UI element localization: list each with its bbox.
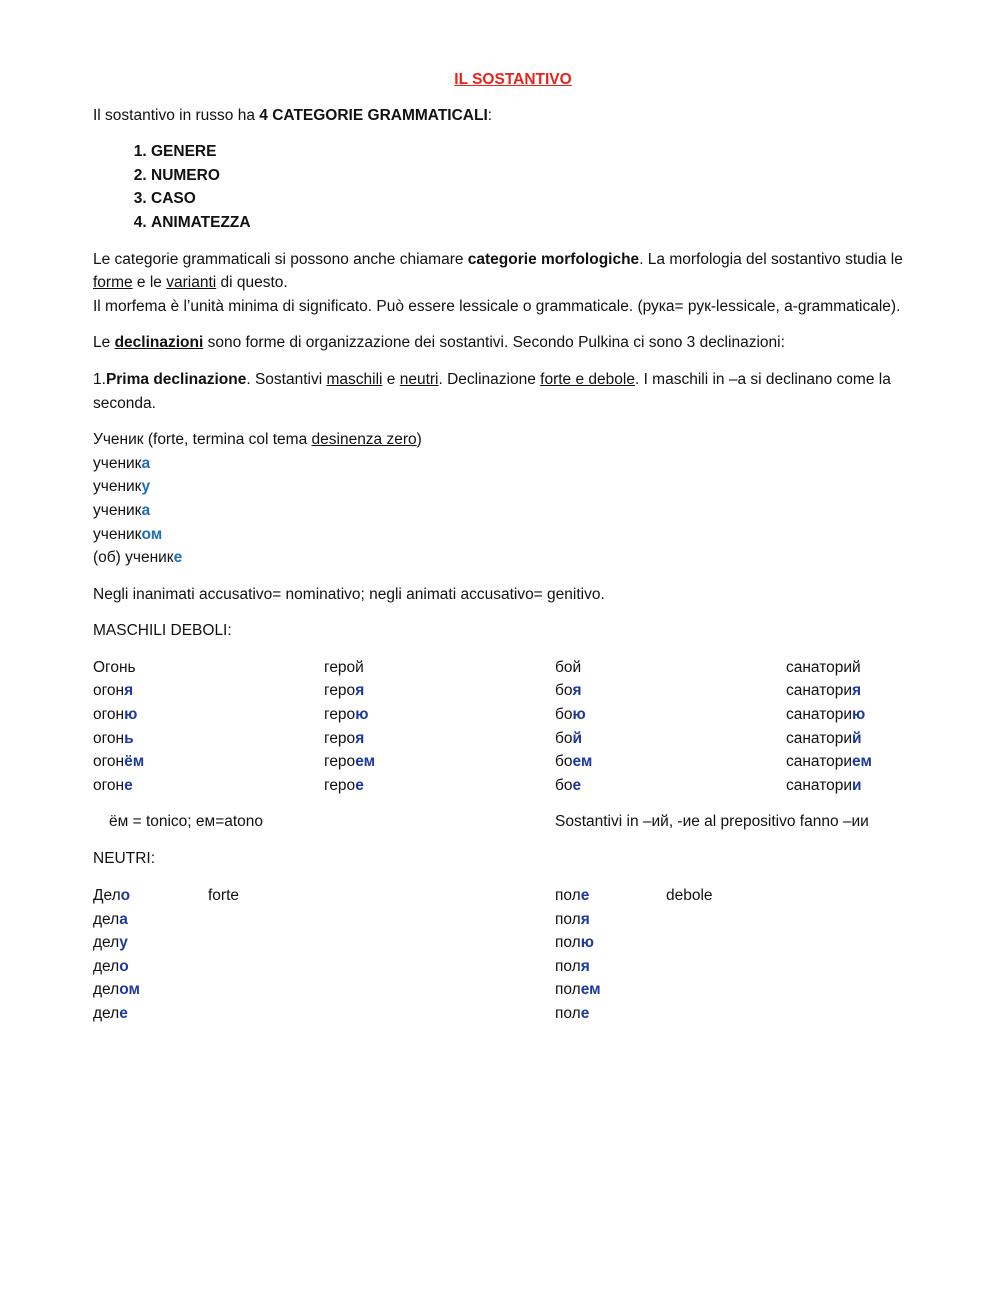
stem: огон: [93, 682, 125, 700]
ending: и: [852, 776, 862, 794]
stem: бо: [555, 706, 573, 724]
prepositional-note: Sostantivi in –ий, -ие al prepositivo fanno –ии: [555, 813, 869, 831]
intro-suffix: :: [487, 106, 493, 124]
list-item: [786, 750, 933, 774]
categories-list: [93, 140, 933, 234]
neutri-debole-column: [555, 884, 601, 1026]
ending: й: [852, 729, 862, 747]
column-head: санаторий: [786, 658, 861, 676]
list-item: [93, 679, 324, 703]
declension-column: [555, 656, 786, 798]
morpheme-text: Il morfema è l’unità minima di significato. Può essere lessicale o grammaticale. (рука= рук-lessicale, а-grammaticale).: [93, 297, 901, 315]
ending: ю: [572, 706, 586, 724]
text-run: . Sostantivi: [246, 370, 327, 388]
ending: о: [120, 887, 131, 905]
underlined-run: maschili: [326, 370, 383, 388]
stress-note: ём = tonico; ем=atono: [109, 813, 264, 831]
stem: геро: [324, 776, 356, 794]
list-item: [786, 774, 933, 798]
stem: санатори: [786, 682, 853, 700]
text-run: . La morfologia del sostantivo studia le: [639, 250, 903, 268]
text-run: . Declinazione: [438, 370, 541, 388]
list-item: [324, 750, 555, 774]
first-declension-paragraph: [93, 368, 933, 415]
ending: ю: [852, 706, 866, 724]
underlined-run: forte e debole: [540, 370, 635, 388]
neutri-debole-label-column: [666, 884, 713, 908]
ending: ом: [119, 981, 140, 999]
ending: а: [141, 454, 151, 472]
ending: ем: [580, 981, 601, 999]
list-item: [555, 931, 601, 955]
list-item: [555, 774, 786, 798]
stem: пол: [555, 910, 581, 928]
list-item: 3. CASO: [151, 187, 933, 211]
list-item: [93, 452, 933, 476]
ending: ем: [852, 753, 872, 771]
intro-text: Il sostantivo in russo ha: [93, 106, 260, 124]
column-head: Огонь: [93, 658, 136, 676]
ending: е: [580, 1005, 590, 1022]
stem: санатори: [786, 729, 853, 747]
intro-bold: 4 CATEGORIE GRAMMATICALI: [259, 106, 488, 124]
ending: я: [355, 729, 365, 747]
text-run: Le: [93, 334, 115, 352]
list-item: [93, 475, 933, 499]
neutri-forte-label-column: [208, 884, 239, 908]
list-item: [324, 774, 555, 798]
ending: я: [580, 957, 590, 975]
stem: (об) ученик: [93, 549, 174, 567]
list-item: [93, 750, 324, 774]
underlined-run: forme: [93, 274, 133, 292]
stem: огон: [93, 753, 125, 771]
list-item: [555, 679, 786, 703]
text-run: 1.: [93, 370, 106, 388]
list-item: 2. NUMERO: [151, 164, 933, 188]
ending: о: [119, 957, 129, 975]
list-item: [555, 884, 601, 908]
list-item: [93, 774, 324, 798]
list-item: [93, 546, 933, 570]
ending: я: [580, 910, 590, 928]
text-run: sono forme di organizzazione dei sostantivi. Secondo Pulkina ci sono 3 declinazioni:: [203, 334, 785, 352]
maschili-deboli-label: MASCHILI DEBOLI:: [93, 622, 232, 640]
list-item: 4. ANIMATEZZA: [151, 211, 933, 235]
stem: санатори: [786, 706, 853, 724]
uchenik-block: [93, 428, 933, 570]
ending: е: [355, 776, 364, 794]
stem: санатори: [786, 776, 853, 794]
stem: санатори: [786, 753, 853, 771]
morphology-paragraph: [93, 248, 933, 319]
list-item: [93, 1002, 140, 1026]
bold-run: Prima declinazione: [105, 370, 247, 388]
notes-row: [93, 810, 933, 834]
ending: е: [580, 887, 590, 905]
list-item: [786, 679, 933, 703]
underlined-run: neutri: [399, 370, 439, 388]
uchenik-head: [93, 428, 933, 452]
declension-column: [93, 656, 324, 798]
neutri-debole-label: debole: [666, 887, 713, 905]
stem: огон: [93, 706, 125, 724]
list-item: [786, 727, 933, 751]
stem: геро: [324, 706, 356, 724]
stem: Дел: [93, 887, 121, 905]
stem: геро: [324, 682, 356, 700]
stem: ученик: [93, 478, 142, 496]
declension-column: [324, 656, 555, 798]
ending: ом: [141, 525, 163, 543]
text-run: Ученик (forte, termina col tema: [93, 431, 312, 449]
ending: ем: [572, 753, 593, 771]
ending: а: [141, 501, 151, 519]
neutri-table: [93, 884, 933, 1026]
declension-column: [786, 656, 933, 798]
ending: я: [852, 682, 862, 700]
stem: дел: [93, 910, 120, 928]
maschili-deboli-table: [93, 656, 933, 798]
underlined-run: varianti: [166, 274, 217, 292]
stem: огон: [93, 776, 125, 794]
ending: е: [572, 776, 582, 794]
ending: ю: [580, 934, 594, 952]
ending: ь: [124, 729, 134, 747]
column-head: бой: [555, 658, 582, 676]
stem: ученик: [93, 454, 142, 472]
list-item: [93, 908, 140, 932]
ending: ём: [124, 753, 145, 771]
list-item: [324, 703, 555, 727]
stem: пол: [555, 887, 581, 905]
intro-paragraph: [93, 104, 933, 128]
list-item: [555, 750, 786, 774]
stem: дел: [93, 957, 120, 975]
underlined-run: desinenza zero: [311, 431, 417, 449]
stem: пол: [555, 934, 581, 952]
stem: дел: [93, 981, 120, 999]
list-item: [93, 523, 933, 547]
ending: ю: [355, 706, 369, 724]
list-item: [93, 884, 140, 908]
ending: е: [124, 776, 133, 794]
ending: я: [355, 682, 365, 700]
list-item: [324, 679, 555, 703]
text-run: . I maschili in –a si declinano come la seconda.: [93, 370, 891, 412]
list-item: [93, 955, 140, 979]
ending: ю: [124, 706, 138, 724]
list-item: [93, 727, 324, 751]
ending: я: [572, 682, 582, 700]
ending: я: [124, 682, 134, 700]
ending: е: [173, 549, 183, 567]
stem: ученик: [93, 501, 142, 519]
list-item: [93, 703, 324, 727]
stem: бо: [555, 776, 573, 794]
list-item: [555, 908, 601, 932]
ending: у: [119, 934, 128, 952]
list-item: 1. GENERE: [151, 140, 933, 164]
stem: дел: [93, 1005, 120, 1022]
text-run: Le categorie grammaticali si possono anche chiamare: [93, 250, 468, 268]
ending: у: [141, 478, 151, 496]
stem: геро: [324, 729, 356, 747]
list-item: [555, 703, 786, 727]
list-item: [555, 727, 786, 751]
bold-run: categorie morfologiche: [467, 250, 640, 268]
list-item: [786, 703, 933, 727]
list-item: [555, 955, 601, 979]
page-title: IL SOSTANTIVO: [454, 71, 572, 88]
document-page: [93, 68, 933, 1026]
ending: ем: [355, 753, 376, 771]
text-run: e: [382, 370, 400, 388]
list-item: [93, 978, 140, 1002]
text-run: e le: [132, 274, 167, 292]
ending: й: [572, 729, 583, 747]
list-item: [324, 727, 555, 751]
neutri-forte-column: [93, 884, 140, 1026]
text-run: ): [416, 431, 422, 449]
column-head: герой: [324, 658, 364, 676]
list-item: [555, 978, 601, 1002]
declinations-paragraph: [93, 331, 933, 355]
animacy-note: Negli inanimati accusativo= nominativo; negli animati accusativo= genitivo.: [93, 585, 605, 603]
stem: дел: [93, 934, 120, 952]
stem: ученик: [93, 525, 142, 543]
ending: а: [119, 910, 128, 928]
stem: пол: [555, 957, 581, 975]
ending: е: [119, 1005, 128, 1022]
stem: бо: [555, 753, 573, 771]
stem: бо: [555, 729, 573, 747]
text-run: di questo.: [216, 274, 288, 292]
stem: пол: [555, 981, 581, 999]
stem: бо: [555, 682, 573, 700]
neutri-label: NEUTRI:: [93, 850, 155, 868]
list-item: [555, 1002, 601, 1026]
list-item: [93, 499, 933, 523]
bold-underlined-run: declinazioni: [114, 334, 204, 352]
neutri-forte-label: forte: [208, 887, 240, 905]
stem: геро: [324, 753, 356, 771]
stem: пол: [555, 1005, 581, 1022]
list-item: [93, 931, 140, 955]
stem: огон: [93, 729, 125, 747]
